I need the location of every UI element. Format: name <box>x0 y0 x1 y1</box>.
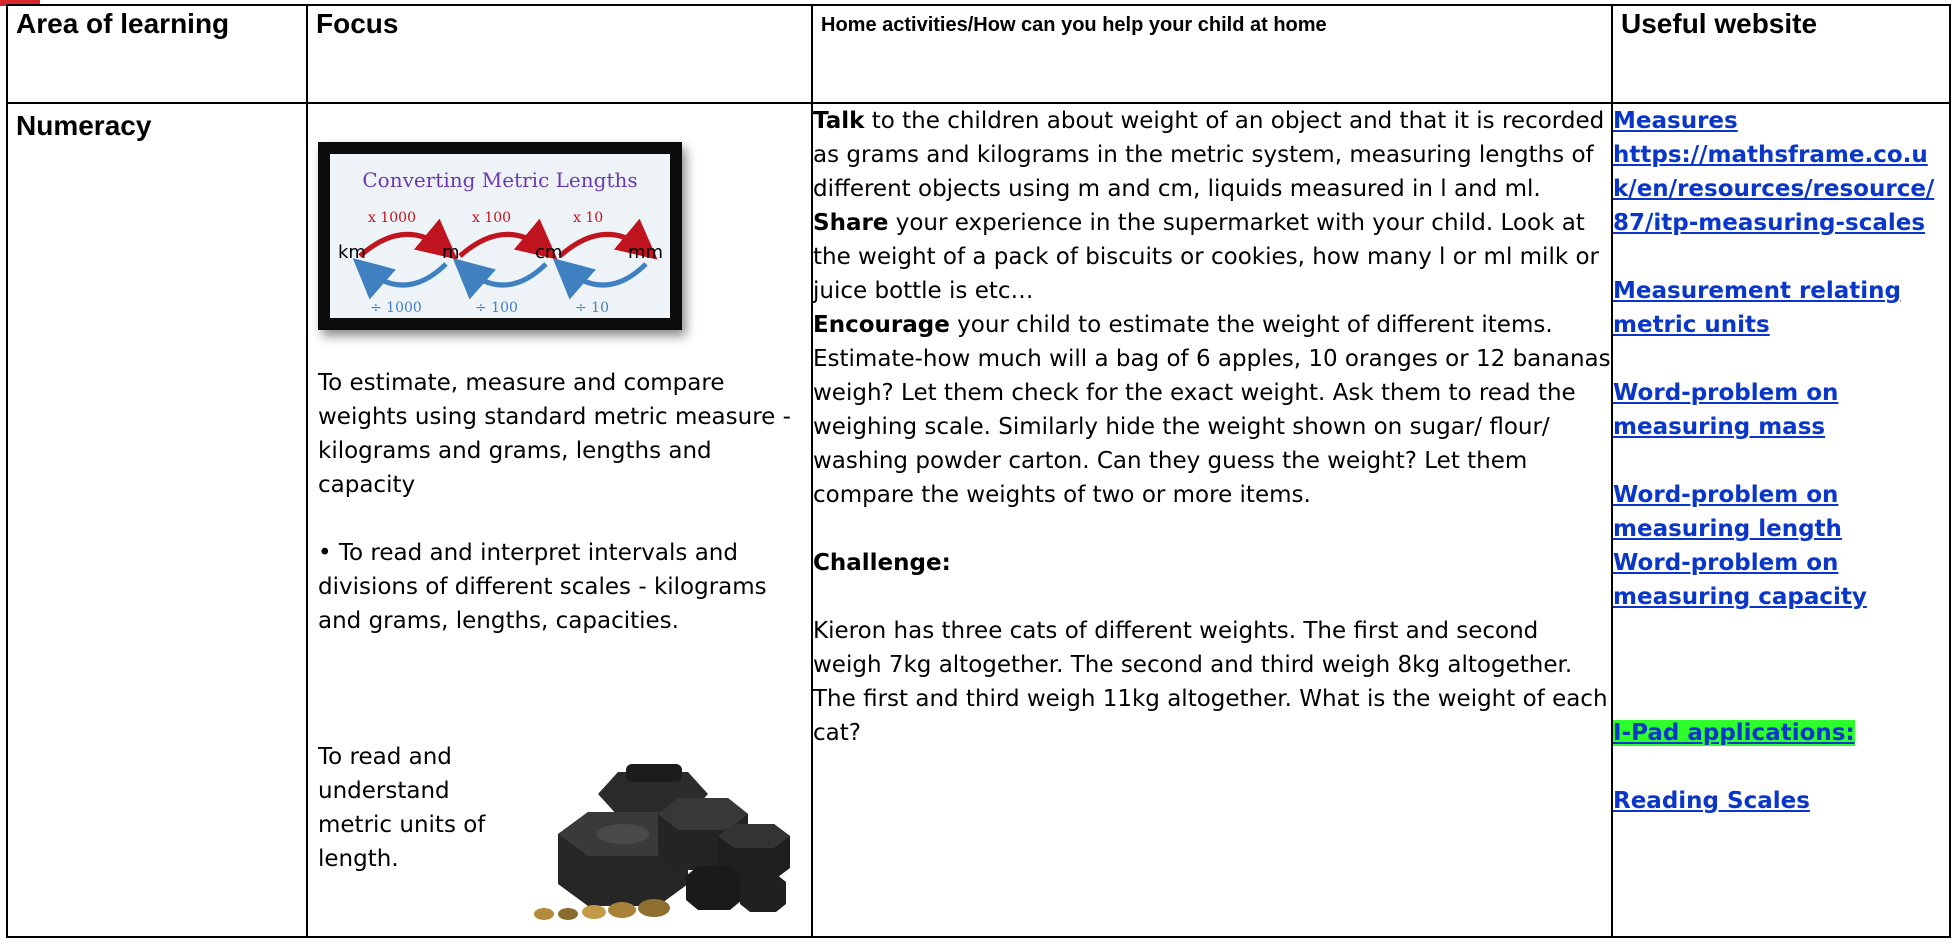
encourage-lead: Encourage <box>813 312 950 338</box>
ipad-applications-label: I-Pad applications: <box>1613 720 1855 746</box>
header-home <box>812 5 1612 103</box>
link-measurement-metric-units[interactable]: Measurement relating metric units <box>1613 278 1902 338</box>
metal-weights-image <box>518 764 798 924</box>
talk-paragraph <box>813 104 1611 206</box>
red-arrow <box>360 234 446 256</box>
divisor-label: ÷ 1000 <box>370 300 422 316</box>
focus-objective-2: • To read and interpret intervals and divisions of different scales - kilograms and grams, lengths, capacities. <box>318 540 767 634</box>
divisor-label: ÷ 100 <box>475 300 518 316</box>
encourage-text: your child to estimate the weight of different items. Estimate-how much will a bag of 6 apples, 10 oranges or 12 bananas weigh? Let them check for the exact weight. Ask them to read the weighing scale. Similarly hide the weight shown on sugar/ flour/ washing powder carton. Can they guess the weight? Let them compare the weights of two or more items. <box>813 312 1611 508</box>
header-website-label: Useful website <box>1621 8 1818 39</box>
header-focus <box>307 5 812 103</box>
header-home-label: Home activities/How can you help your child at home <box>821 14 1327 36</box>
challenge-label: Challenge: <box>813 550 951 576</box>
unit-label: mm <box>628 242 664 263</box>
blue-arrow <box>564 264 646 285</box>
share-paragraph <box>813 206 1611 308</box>
metric-chart-title: Converting Metric Lengths <box>362 168 638 192</box>
link-measures[interactable]: Measures <box>1613 108 1738 134</box>
area-numeracy: Numeracy <box>16 110 152 141</box>
header-website <box>1612 5 1950 103</box>
red-arrow <box>460 234 546 256</box>
unit-label: km <box>338 242 366 263</box>
metric-conversion-diagram <box>330 154 670 318</box>
blue-arrow <box>364 264 446 285</box>
unit-label: cm <box>535 242 563 263</box>
link-word-problem-capacity[interactable]: Word-problem on measuring capacity <box>1613 550 1867 610</box>
link-reading-scales[interactable]: Reading Scales <box>1613 788 1810 814</box>
header-area <box>7 5 307 103</box>
link-mathsframe-url[interactable]: https://mathsframe.co.uk/en/resources/resource/87/itp-measuring-scales <box>1613 142 1935 236</box>
challenge-text: Kieron has three cats of different weights. The first and second weigh 7kg altogether. The second and third weigh 8kg altogether. The first and third weigh 11kg altogether. What is the weight of each cat? <box>813 618 1608 746</box>
multiplier-label: x 1000 <box>368 210 416 226</box>
blue-arrow <box>464 264 546 285</box>
header-row <box>7 5 1950 103</box>
learning-table <box>6 4 1951 938</box>
link-word-problem-mass[interactable]: Word-problem on measuring mass <box>1613 380 1839 440</box>
area-cell <box>7 103 307 937</box>
link-word-problem-length[interactable]: Word-problem on measuring length <box>1613 482 1842 542</box>
talk-text: to the children about weight of an object and that it is recorded as grams and kilograms in the metric system, measuring lengths of different objects using m and cm, liquids measured in l and ml. <box>813 108 1605 202</box>
table-row <box>7 103 1950 937</box>
talk-lead: Talk <box>813 108 865 134</box>
focus-objective-3: To read and understand metric units of length. <box>318 744 486 872</box>
share-lead: Share <box>813 210 889 236</box>
header-area-label: Area of learning <box>16 8 230 39</box>
multiplier-label: x 10 <box>573 210 604 226</box>
share-text: your experience in the supermarket with your child. Look at the weight of a pack of biscuits or cookies, how many l or ml milk or juice bottle is etc… <box>813 210 1599 304</box>
focus-cell <box>307 103 812 937</box>
focus-objective-1: To estimate, measure and compare weights using standard metric measure - kilograms and grams, lengths and capacity <box>318 370 791 498</box>
header-focus-label: Focus <box>316 8 399 39</box>
encourage-paragraph <box>813 308 1611 512</box>
multiplier-label: x 100 <box>472 210 512 226</box>
metric-lengths-image <box>318 142 682 330</box>
unit-label: m <box>442 242 460 263</box>
home-activities-cell <box>812 103 1612 937</box>
useful-website-cell <box>1612 103 1950 937</box>
divisor-label: ÷ 10 <box>575 300 609 316</box>
